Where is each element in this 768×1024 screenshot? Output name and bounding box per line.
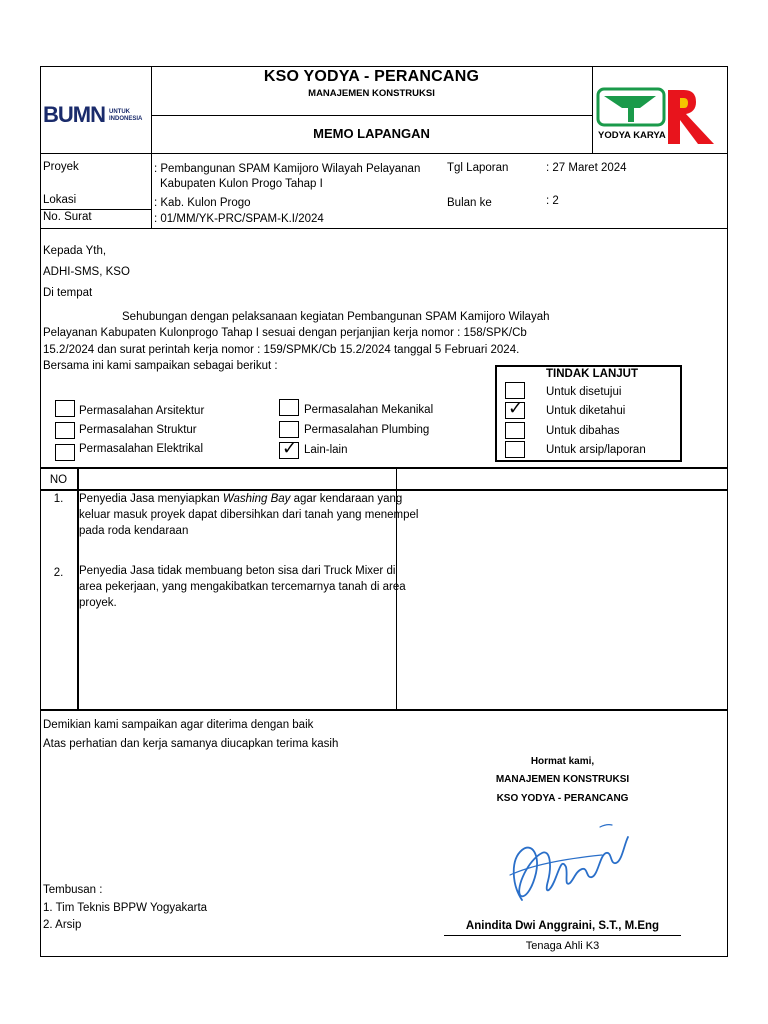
checkbox-mekanikal[interactable] [279, 399, 299, 416]
yodya-karya-logo [596, 86, 724, 146]
tgl-laporan-label: Tgl Laporan [447, 162, 509, 174]
bumn-logo [43, 100, 149, 130]
label-lain-lain: Lain-lain [304, 444, 348, 456]
signature-line [444, 935, 681, 936]
paragraph-line-4: Bersama ini kami sampaikan sebagai berikut : [43, 360, 278, 372]
label-arsip-laporan: Untuk arsip/laporan [546, 444, 646, 456]
table-header-line [40, 489, 728, 491]
bulan-label: Bulan ke [447, 197, 492, 209]
info-divider [151, 153, 152, 228]
label-disetujui: Untuk disetujui [546, 386, 622, 398]
proyek-value-2: Kabupaten Kulon Progo Tahap I [160, 178, 323, 190]
checkbox-arsip-laporan[interactable] [505, 441, 525, 458]
header-title: KSO YODYA - PERANCANG [263, 68, 480, 85]
signer-org-2: KSO YODYA - PERANCANG [496, 793, 629, 804]
paragraph-line-1: Sehubungan dengan pelaksanaan kegiatan Pembangunan SPAM Kamijoro Wilayah [122, 311, 550, 323]
row-1-text-post: agar kendaraan yang [290, 493, 403, 505]
checkmark-icon: ✓ [508, 398, 524, 419]
bumn-tagline-2: INDONESIA [109, 116, 143, 122]
yodya-caption: YODYA KARYA [598, 130, 666, 141]
checkmark-icon: ✓ [282, 438, 298, 459]
checkbox-plumbing[interactable] [279, 421, 299, 438]
row-2-number: 2. [53, 567, 64, 579]
row-1-line-2: keluar masuk proyek dapat dibersihkan dari tanah yang menempel [79, 509, 419, 521]
tindak-lanjut-title: TINDAK LANJUT [546, 368, 638, 380]
table-bottom-line [40, 709, 728, 711]
checkbox-diketahui[interactable] [505, 398, 525, 419]
header-subtitle: MANAJEMEN KONSTRUKSI [308, 88, 435, 99]
tembusan-item-2: 2. Arsip [43, 919, 82, 931]
checkbox-elektrikal[interactable] [55, 444, 75, 461]
label-elektrikal: Permasalahan Elektrikal [79, 443, 204, 455]
label-dibahas: Untuk dibahas [546, 425, 620, 437]
row-1-line-3: pada roda kendaraan [79, 525, 189, 537]
row-1-text-italic: Washing Bay [222, 493, 291, 505]
checkbox-dibahas[interactable] [505, 422, 525, 439]
proyek-value-1: : Pembangunan SPAM Kamijoro Wilayah Pelayanan [154, 163, 421, 175]
lokasi-label: Lokasi [43, 194, 77, 206]
di-tempat: Di tempat [43, 287, 93, 299]
hormat-kami: Hormat kami, [530, 756, 595, 767]
row-1-text-pre: Penyedia Jasa menyiapkan [79, 493, 223, 505]
recipient: ADHI-SMS, KSO [43, 266, 130, 278]
no-surat-label: No. Surat [43, 211, 92, 223]
row-2-line-2: area pekerjaan, yang mengakibatkan tercemarnya tanah di area [79, 581, 406, 593]
bumn-tagline-1: UNTUK [109, 109, 130, 115]
checkbox-lain-lain[interactable] [279, 438, 299, 459]
info-bottom-line [40, 228, 728, 229]
closing-line-2: Atas perhatian dan kerja samanya diucapkan terima kasih [43, 738, 339, 750]
row-1-line-1 [79, 492, 402, 506]
tgl-laporan-value: : 27 Maret 2024 [546, 162, 627, 174]
kepada-yth: Kepada Yth, [43, 245, 107, 257]
closing-line-1: Demikian kami sampaikan agar diterima dengan baik [43, 719, 314, 731]
proyek-label: Proyek [43, 161, 79, 173]
row-2-line-1: Penyedia Jasa tidak membuang beton sisa dari Truck Mixer di [79, 565, 396, 577]
checkbox-struktur[interactable] [55, 422, 75, 439]
paragraph-line-2: Pelayanan Kabupaten Kulonprogo Tahap I sesuai dengan perjanjian kerja nomor : 158/SPK/Cb [43, 327, 527, 339]
label-diketahui: Untuk diketahui [546, 405, 626, 417]
label-arsitektur: Permasalahan Arsitektur [79, 405, 205, 417]
handwritten-signature [492, 815, 632, 910]
header-mid-line [151, 115, 592, 116]
memo-title: MEMO LAPANGAN [313, 126, 430, 141]
row-1-number: 1. [53, 493, 64, 505]
label-mekanikal: Permasalahan Mekanikal [304, 404, 434, 416]
header-divider-right [592, 66, 593, 153]
lokasi-value: : Kab. Kulon Progo [154, 197, 251, 209]
tembusan-label: Tembusan : [43, 884, 103, 896]
paragraph-line-3: 15.2/2024 dan surat perintah kerja nomor : 159/SPMK/Cb 15.2/2024 tanggal 5 Februari 2024. [43, 344, 520, 356]
tembusan-item-1: 1. Tim Teknis BPPW Yogyakarta [43, 902, 208, 914]
table-no-header: NO [49, 474, 68, 486]
row-2-line-3: proyek. [79, 597, 117, 609]
label-plumbing: Permasalahan Plumbing [304, 424, 430, 436]
signer-name: Anindita Dwi Anggraini, S.T., M.Eng [465, 920, 660, 932]
header-bottom-line [40, 153, 728, 154]
signer-org-1: MANAJEMEN KONSTRUKSI [495, 774, 630, 785]
checkbox-arsitektur[interactable] [55, 400, 75, 417]
no-surat-value: : 01/MM/YK-PRC/SPAM-K.I/2024 [154, 213, 324, 225]
table-top-line [40, 467, 728, 469]
checkbox-disetujui[interactable] [505, 382, 525, 399]
label-struktur: Permasalahan Struktur [79, 424, 197, 436]
bulan-value: : 2 [546, 195, 559, 207]
signer-title: Tenaga Ahli K3 [525, 940, 600, 952]
bumn-mark: BUMN [43, 102, 105, 127]
